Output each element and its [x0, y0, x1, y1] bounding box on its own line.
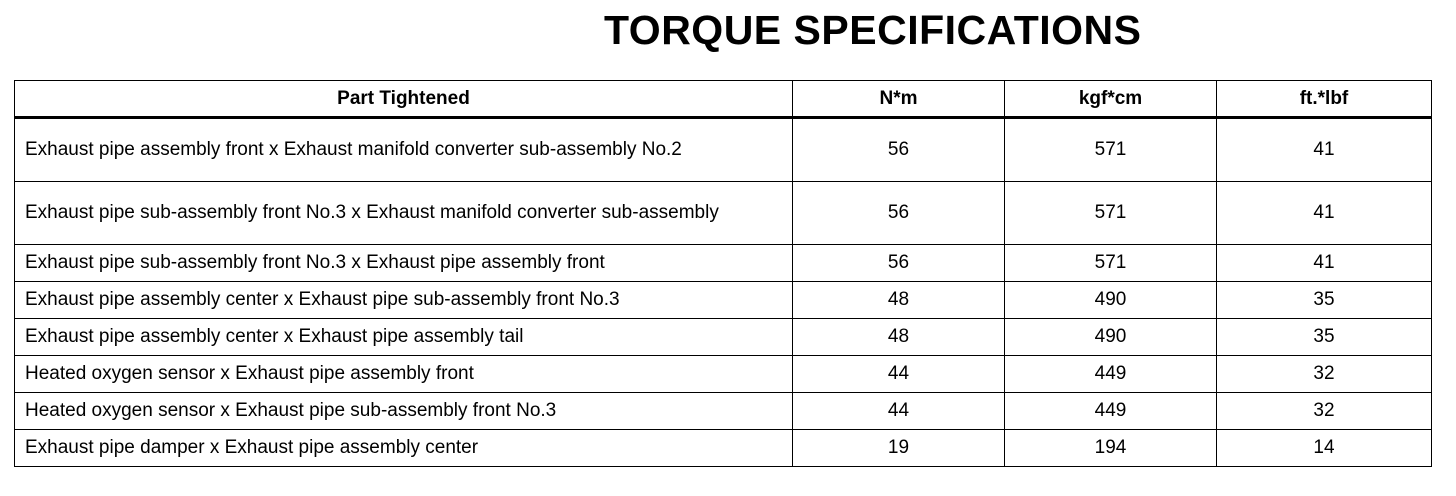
- part-cell: Exhaust pipe assembly center x Exhaust pipe assembly tail: [15, 319, 793, 356]
- page-title: TORQUE SPECIFICATIONS: [604, 7, 1142, 53]
- kgfcm-cell: 490: [1005, 282, 1217, 319]
- ftlbf-cell: 35: [1217, 319, 1432, 356]
- header-newton-meter: N*m: [793, 81, 1005, 118]
- kgfcm-cell: 571: [1005, 245, 1217, 282]
- ftlbf-cell: 35: [1217, 282, 1432, 319]
- nm-cell: 19: [793, 430, 1005, 467]
- ftlbf-cell: 32: [1217, 393, 1432, 430]
- part-cell: Heated oxygen sensor x Exhaust pipe sub-assembly front No.3: [15, 393, 793, 430]
- nm-cell: 44: [793, 393, 1005, 430]
- ftlbf-cell: 41: [1217, 182, 1432, 245]
- nm-cell: 56: [793, 118, 1005, 182]
- header-ft-lbf: ft.*lbf: [1217, 81, 1432, 118]
- table-row: [15, 356, 1432, 393]
- ftlbf-cell: 41: [1217, 118, 1432, 182]
- nm-cell: 44: [793, 356, 1005, 393]
- nm-cell: 48: [793, 282, 1005, 319]
- nm-cell: 56: [793, 182, 1005, 245]
- part-cell: Exhaust pipe sub-assembly front No.3 x Exhaust pipe assembly front: [15, 245, 793, 282]
- table-row: [15, 430, 1432, 467]
- part-cell: Exhaust pipe assembly center x Exhaust pipe sub-assembly front No.3: [15, 282, 793, 319]
- kgfcm-cell: 449: [1005, 393, 1217, 430]
- kgfcm-cell: 571: [1005, 118, 1217, 182]
- ftlbf-cell: 41: [1217, 245, 1432, 282]
- table-header-row: [15, 81, 1432, 118]
- nm-cell: 48: [793, 319, 1005, 356]
- ftlbf-cell: 32: [1217, 356, 1432, 393]
- torque-spec-table: [14, 80, 1432, 467]
- part-cell: Exhaust pipe assembly front x Exhaust manifold converter sub-assembly No.2: [15, 118, 793, 182]
- part-cell: Exhaust pipe sub-assembly front No.3 x Exhaust manifold converter sub-assembly: [15, 182, 793, 245]
- kgfcm-cell: 449: [1005, 356, 1217, 393]
- header-kgf-cm: kgf*cm: [1005, 81, 1217, 118]
- table-row: [15, 319, 1432, 356]
- kgfcm-cell: 194: [1005, 430, 1217, 467]
- part-cell: Heated oxygen sensor x Exhaust pipe assembly front: [15, 356, 793, 393]
- table-row: [15, 182, 1432, 245]
- part-cell: Exhaust pipe damper x Exhaust pipe assembly center: [15, 430, 793, 467]
- table-row: [15, 118, 1432, 182]
- ftlbf-cell: 14: [1217, 430, 1432, 467]
- header-part-tightened: Part Tightened: [15, 81, 793, 118]
- table-row: [15, 282, 1432, 319]
- kgfcm-cell: 490: [1005, 319, 1217, 356]
- nm-cell: 56: [793, 245, 1005, 282]
- kgfcm-cell: 571: [1005, 182, 1217, 245]
- table-row: [15, 245, 1432, 282]
- table-row: [15, 393, 1432, 430]
